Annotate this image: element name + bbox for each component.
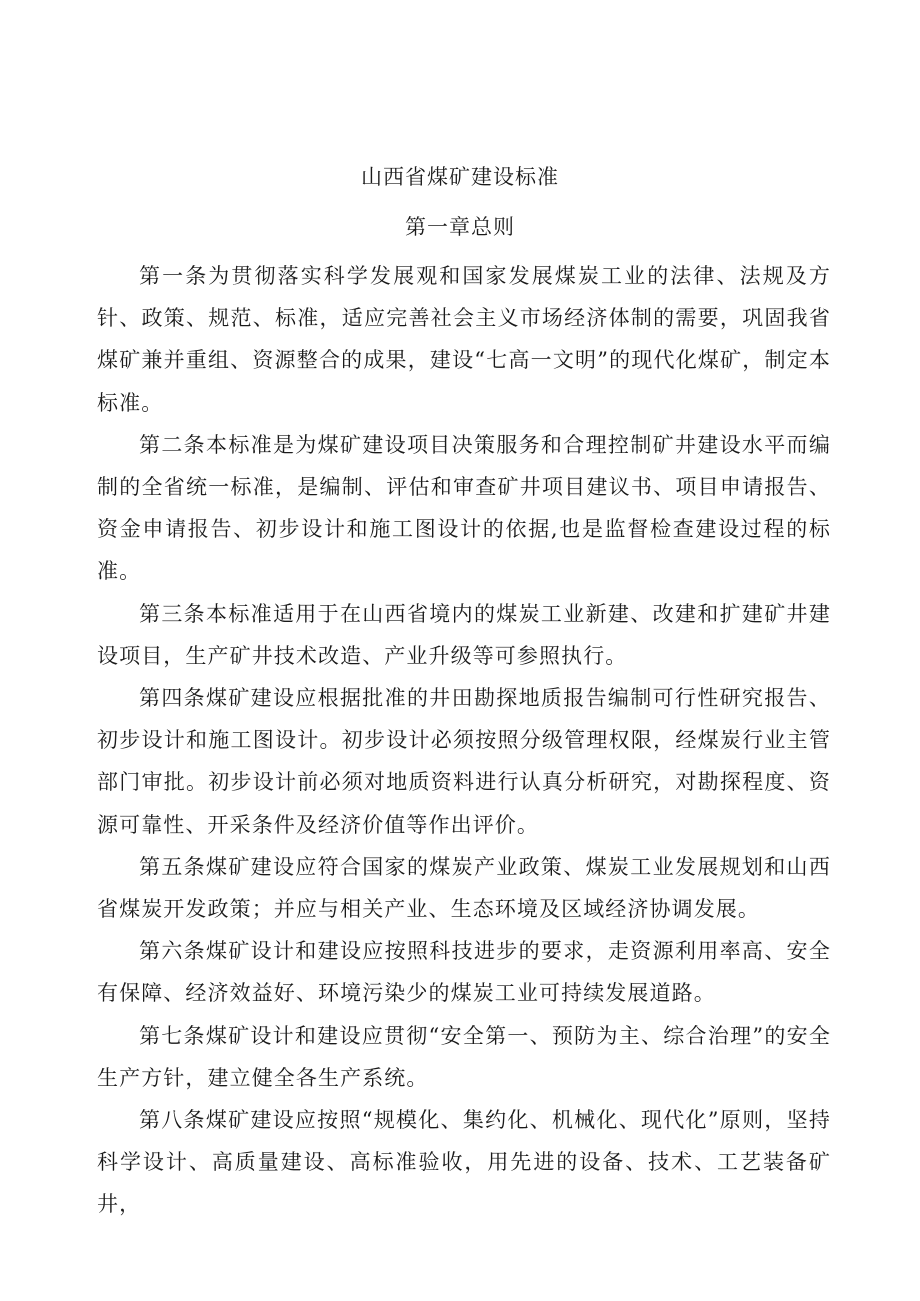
article-7: 第七条煤矿设计和建设应贯彻“安全第一、预防为主、综合治理”的安全生产方针，建立健全各生产系统。 <box>97 1023 831 1090</box>
document-title: 山西省煤矿建设标准 <box>361 165 559 189</box>
article-1: 第一条为贯彻落实科学发展观和国家发展煤炭工业的法律、法规及方针、政策、规范、标准，适应完善社会主义市场经济体制的需要，巩固我省煤矿兼并重组、资源整合的成果，建设“七高一文明”的现代化煤矿，制定本标准。 <box>97 264 831 415</box>
chapter-heading: 第一章总则 <box>405 215 515 239</box>
article-6: 第六条煤矿设计和建设应按照科技进步的要求，走资源利用率高、安全有保障、经济效益好、环境污染少的煤炭工业可持续发展道路。 <box>97 939 831 1006</box>
article-4: 第四条煤矿建设应根据批准的井田勘探地质报告编制可行性研究报告、初步设计和施工图设计。初步设计必须按照分级管理权限，经煤炭行业主管部门审批。初步设计前必须对地质资料进行认真分析研究，对勘探程度、资源可靠性、开采条件及经济价值等作出评价。 <box>97 686 831 837</box>
article-8: 第八条煤矿建设应按照“规模化、集约化、机械化、现代化”原则，坚持科学设计、高质量建设、高标准验收，用先进的设备、技术、工艺装备矿井， <box>97 1108 831 1217</box>
document-body <box>97 255 831 1226</box>
article-5: 第五条煤矿建设应符合国家的煤炭产业政策、煤炭工业发展规划和山西省煤炭开发政策；并应与相关产业、生态环境及区域经济协调发展。 <box>97 854 831 922</box>
article-3: 第三条本标准适用于在山西省境内的煤炭工业新建、改建和扩建矿井建设项目，生产矿井技术改造、产业升级等可参照执行。 <box>97 601 831 668</box>
article-2: 第二条本标准是为煤矿建设项目决策服务和合理控制矿井建设水平而编制的全省统一标准，是编制、评估和审查矿井项目建议书、项目申请报告、资金申请报告、初步设计和施工图设计的依据,也是监督检查建设过程的标准。 <box>97 432 831 584</box>
